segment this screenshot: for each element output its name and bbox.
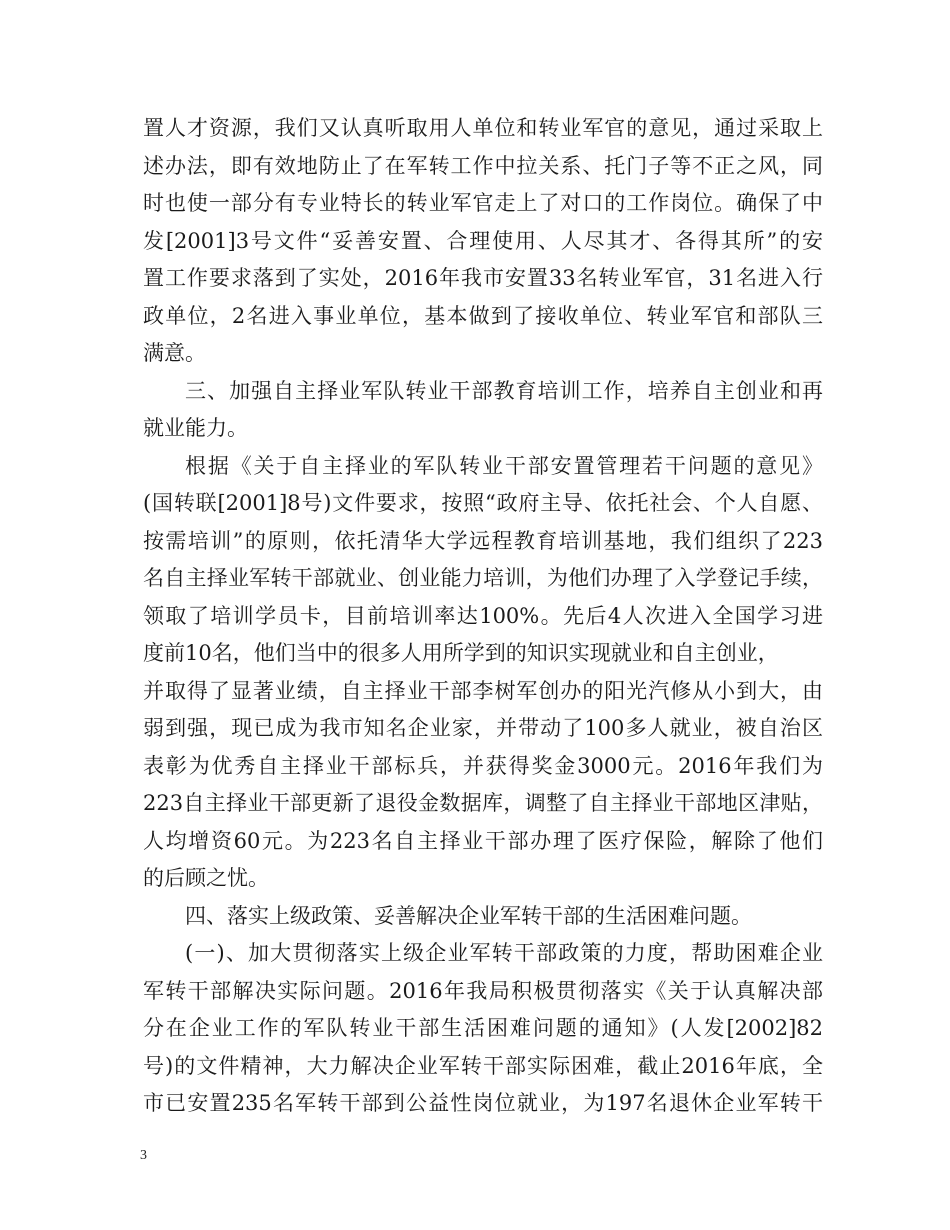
text-line: 置人才资源，我们又认真听取用人单位和转业军官的意见，通过采取上 [143, 116, 823, 140]
text-line: 市已安置235名军转干部到公益性岗位就业，为197名退休企业军转干 [143, 1091, 823, 1115]
text-line: 表彰为优秀自主择业干部标兵，并获得奖金3000元。2016年我们为 [143, 753, 823, 778]
text-line: 发[2001]3号文件“妥善安置、合理使用、人尽其才、各得其所”的安 [143, 228, 823, 253]
text-line: 按需培训”的原则，依托清华大学远程教育培训基地，我们组织了223 [143, 528, 823, 553]
text-line: 弱到强，现已成为我市知名企业家，并带动了100多人就业，被自治区 [143, 716, 823, 740]
text-line: (一)、加大贯彻落实上级企业军转干部政策的力度，帮助困难企业 [185, 941, 823, 965]
text-line: 军转干部解决实际问题。2016年我局积极贯彻落实《关于认真解决部 [143, 978, 823, 1003]
section-heading: 三、加强自主择业军队转业干部教育培训工作，培养自主创业和再 [185, 378, 823, 403]
page-number: 3 [140, 1148, 147, 1163]
text-line: 的后顾之忧。 [143, 866, 269, 890]
text-line: 号)的文件精神，大力解决企业军转干部实际困难，截止2016年底，全 [143, 1053, 823, 1078]
document-body [143, 110, 823, 1123]
text-line: 度前10名，他们当中的很多人用所学到的知识实现就业和自主创业， [143, 641, 779, 665]
text-line: (国转联[2001]8号)文件要求，按照“政府主导、依托社会、个人自愿、 [143, 491, 823, 515]
text-line: 时也使一部分有专业特长的转业军官走上了对口的工作岗位。确保了中 [143, 191, 823, 215]
text-line: 政单位，2名进入事业单位，基本做到了接收单位、转业军官和部队三 [143, 303, 823, 328]
text-line: 根据《关于自主择业的军队转业干部安置管理若干问题的意见》 [185, 453, 823, 478]
section-heading: 四、落实上级政策、妥善解决企业军转干部的生活困难问题。 [185, 903, 752, 928]
text-line: 述办法，即有效地防止了在军转工作中拉关系、托门子等不正之风，同 [143, 153, 823, 178]
text-line: 人均增资60元。为223名自主择业干部办理了医疗保险，解除了他们 [143, 828, 823, 853]
text-line: 置工作要求落到了实处，2016年我市安置33名转业军官，31名进入行 [143, 266, 823, 290]
text-line: 满意。 [143, 341, 206, 365]
section-heading: 就业能力。 [143, 416, 248, 440]
text-line: 领取了培训学员卡，目前培训率达100%。先后4人次进入全国学习进 [143, 603, 823, 628]
text-line: 并取得了显著业绩，自主择业干部李树军创办的阳光汽修从小到大，由 [143, 678, 823, 703]
text-line: 分在企业工作的军队转业干部生活困难问题的通知》(人发[2002]82 [143, 1016, 823, 1040]
text-line: 名自主择业军转干部就业、创业能力培训，为他们办理了入学登记手续， [143, 566, 823, 590]
text-line: 223自主择业干部更新了退役金数据库，调整了自主择业干部地区津贴， [143, 791, 823, 815]
